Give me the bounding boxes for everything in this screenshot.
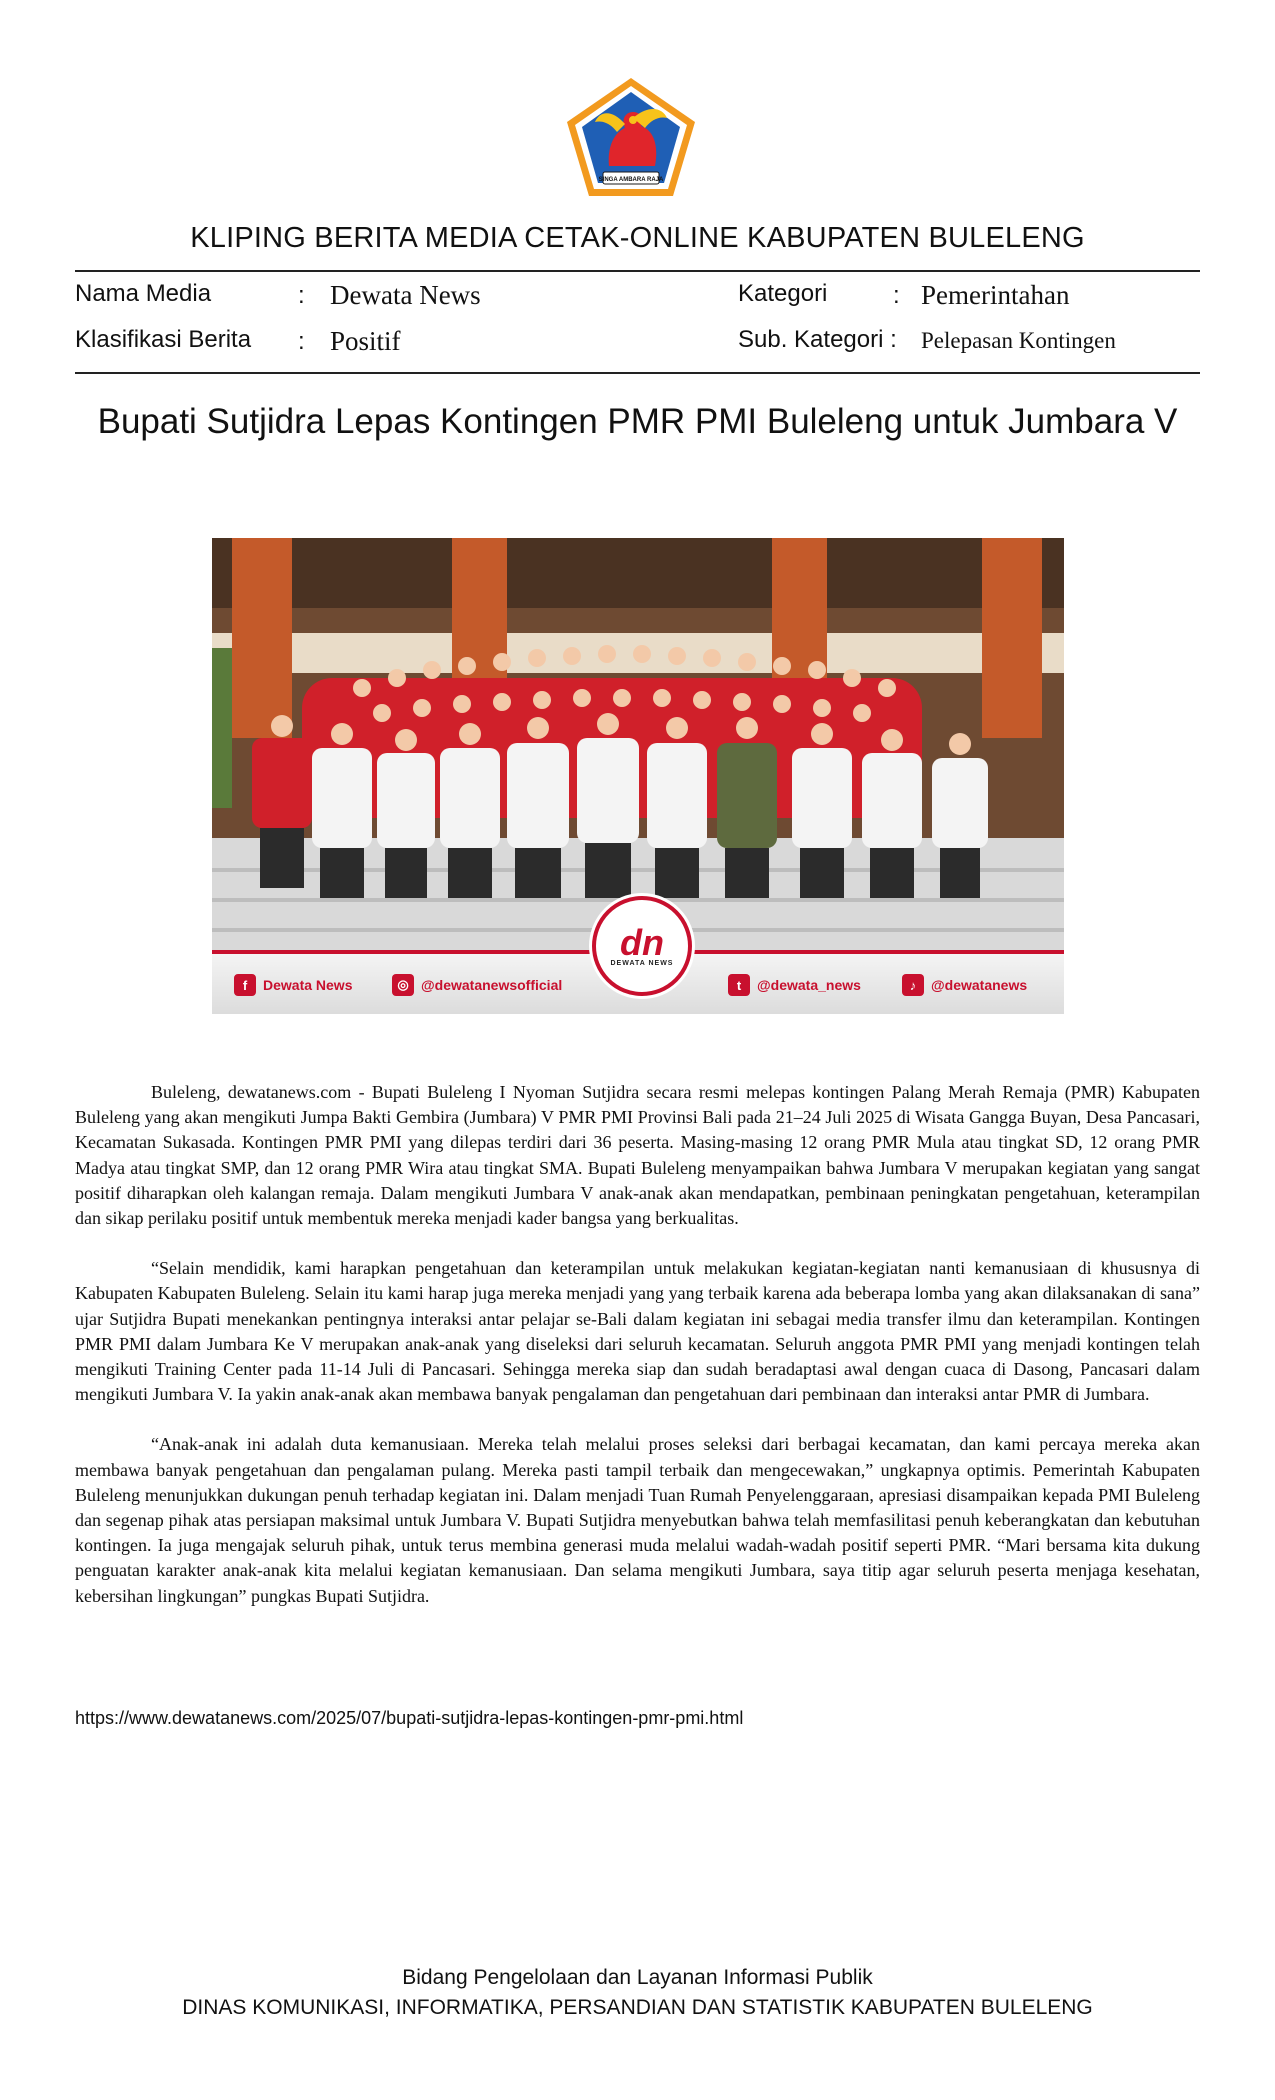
page-header-title: KLIPING BERITA MEDIA CETAK-ONLINE KABUPATEN BULELENG — [190, 222, 1085, 254]
category-value: Pemerintahan — [921, 280, 1070, 310]
subcategory-value: Pelepasan Kontingen — [921, 328, 1116, 353]
twitter-icon: t — [728, 974, 750, 996]
social-instagram-label: @dewatanewsofficial — [421, 977, 563, 993]
article-paragraph-3: “Anak-anak ini adalah duta kemanusiaan. Mereka telah melalui proses seleksi dari berbagai kecamatan, dan kami percaya mereka akan membawa banyak pengetahuan dan pengalaman pulang. Mereka pasti tampil terbaik dan mengecewakan,” ungkapnya optimis. Pemerintah Kabupaten Buleleng menunjukkan dukungan penuh terhadap kegiatan ini. Dalam menjadi Tuan Rumah Penyelenggaraan, apresiasi disampaikan kepada PMI Buleleng dan segenap pihak atas persiapan maksimal untuk Jumbara V. Bupati Sutjidra menyebutkan bahwa telah memfasilitasi penuh keberangkatan dan kebutuhan kontingen. Ia juga mengajak seluruh pihak, untuk terus membina generasi muda melalui wadah-wadah positif seperti PMR. “Mari bersama kita dukung penguatan karakter anak-anak kita melalui kegiatan kemanusiaan. Dan selama mengikuti Jumbara, saya titip agar seluruh peserta menjaga kesehatan, kebersihan lingkungan” pungkas Bupati Sutjidra. — [75, 1434, 1200, 1606]
logo-motto: SINGA AMBARA RAJA — [598, 177, 664, 183]
instagram-icon: ◎ — [392, 974, 414, 996]
article-photo — [212, 538, 1064, 1014]
article-body — [75, 1080, 1200, 1634]
buleleng-coat-of-arms-icon — [563, 74, 699, 200]
social-instagram — [392, 974, 562, 996]
social-facebook — [234, 974, 352, 996]
article-paragraph-2: “Selain mendidik, kami harapkan pengetahuan dan keterampilan untuk melakukan kegiatan-kegiatan nanti kemanusiaan di khususnya di Kabupaten Kabupaten Buleleng. Selain itu kami harap juga mereka menjadi yang yang terbaik karena ada beberapa lomba yang akan dilaksanakan di sana” ujar Sutjidra Bupati menekankan pentingnya interaksi antar pelajar se-Bali dalam kegiatan ini sebagai media transfer ilmu dan keterampilan. Kontingen PMR PMI dalam Jumbara Ke V merupakan anak-anak yang diseleksi dari seluruh kecamatan. Seluruh anggota PMR PMI yang menjadi kontingen telah mengikuti Training Center pada 11-14 Juli di Pancasari. Sehingga mereka siap dan sudah beradaptasi awal dengan cuaca di Dasong, Pancasari dalam mengikuti Jumbara V. Ia yakin anak-anak akan membawa banyak pengalaman dan pengetahuan dari pembinaan dan interaksi antar PMR di Jumbara. — [75, 1258, 1200, 1405]
media-name-value: Dewata News — [330, 280, 481, 310]
header-top-divider — [75, 270, 1200, 272]
media-name-label: Nama Media — [75, 280, 212, 307]
social-facebook-label: Dewata News — [263, 977, 353, 993]
social-tiktok — [902, 974, 1027, 996]
footer-line-1: Bidang Pengelolaan dan Layanan Informasi Publik — [402, 1966, 873, 1989]
article-paragraph-1: Buleleng, dewatanews.com - Bupati Buleleng I Nyoman Sutjidra secara resmi melepas kontingen Palang Merah Remaja (PMR) Kabupaten Buleleng yang akan mengikuti Jumpa Bakti Gembira (Jumbara) V PMR PMI Provinsi Bali pada 21–24 Juli 2025 di Wisata Gangga Buyan, Desa Pancasari, Kecamatan Sukasada. Kontingen PMR PMI yang dilepas terdiri dari 36 peserta. Masing-masing 12 orang PMR Mula atau tingkat SD, 12 orang PMR Madya atau tingkat SMP, dan 12 orang PMR Wira atau tingkat SMA. Bupati Buleleng menyampaikan bahwa Jumbara V merupakan kegiatan yang sangat positif diharapkan oleh kalangan remaja. Dalam mengikuti Jumbara V anak-anak akan mendapatkan, pembinaan peningkatan pengetahuan, keterampilan dan sikap perilaku positif untuk membentuk mereka menjadi kader bangsa yang berkualitas. — [75, 1082, 1200, 1229]
facebook-icon: f — [234, 974, 256, 996]
article-title: Bupati Sutjidra Lepas Kontingen PMR PMI Buleleng untuk Jumbara V — [97, 402, 1178, 441]
media-name-colon: : — [298, 282, 305, 309]
social-twitter — [728, 974, 861, 996]
tiktok-icon: ♪ — [902, 974, 924, 996]
source-url: https://www.dewatanews.com/2025/07/bupati-sutjidra-lepas-kontingen-pmr-pmi.html — [75, 1708, 744, 1728]
social-tiktok-label: @dewatanews — [931, 977, 1028, 993]
classification-colon: : — [298, 328, 305, 355]
subcategory-label: Sub. Kategori : — [738, 326, 897, 353]
dn-badge-text: DEWATA NEWS — [610, 959, 674, 967]
dewata-news-badge — [592, 896, 692, 996]
social-twitter-label: @dewata_news — [757, 977, 861, 993]
classification-value: Positif — [330, 326, 401, 356]
category-label: Kategori — [738, 280, 828, 307]
footer-line-2: DINAS KOMUNIKASI, INFORMATIKA, PERSANDIAN DAN STATISTIK KABUPATEN BULELENG — [182, 1996, 1093, 2019]
dn-logo-icon: dn — [620, 921, 664, 963]
group-photo-illustration — [212, 538, 1064, 954]
category-colon: : — [893, 282, 900, 309]
classification-label: Klasifikasi Berita — [75, 326, 252, 353]
header-bottom-divider — [75, 372, 1200, 374]
